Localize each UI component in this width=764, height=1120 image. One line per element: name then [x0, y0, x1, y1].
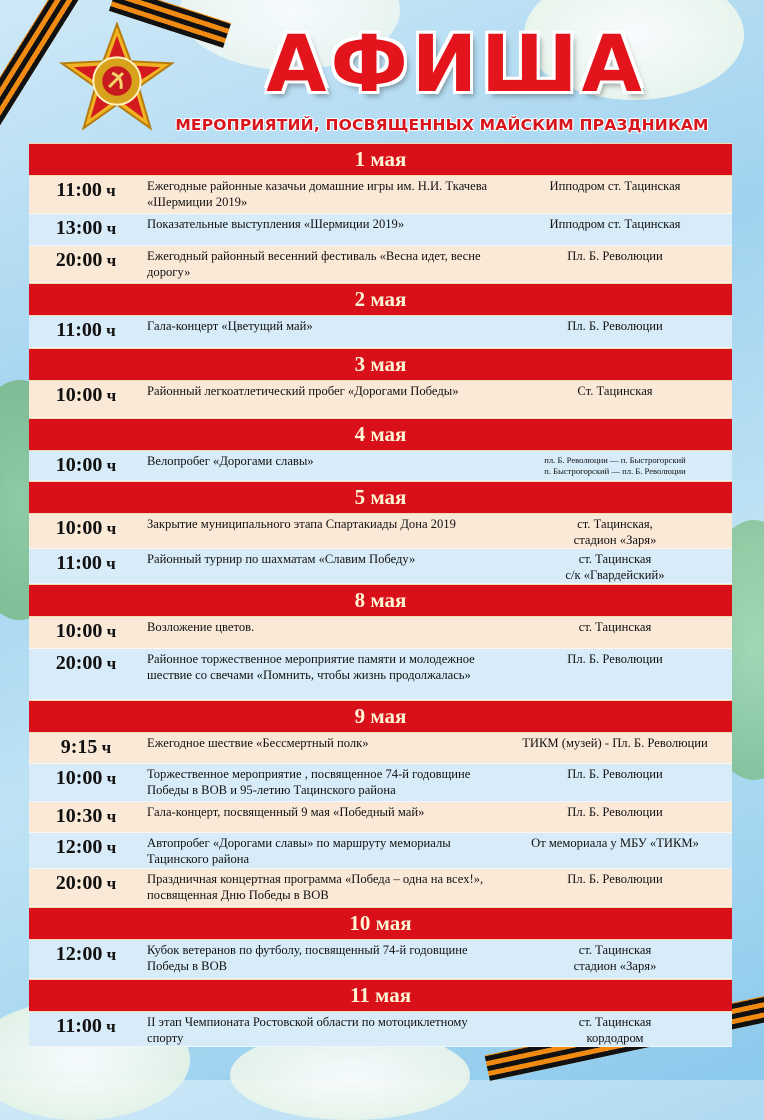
- event-time: [29, 833, 143, 860]
- event-time: [29, 381, 143, 408]
- hour-suffix: ч: [101, 321, 116, 340]
- day-header: 4 мая: [29, 418, 732, 451]
- event-place: ст. Тацинская стадион «Заря»: [573, 943, 657, 973]
- hour-suffix: ч: [102, 456, 117, 475]
- event-row: [29, 649, 732, 700]
- event-place: Пл. Б. Революции: [567, 319, 663, 333]
- event-time: [29, 176, 143, 203]
- hour-suffix: ч: [101, 554, 116, 573]
- event-time: [29, 246, 143, 273]
- event-time: [29, 802, 143, 829]
- event-title: Торжественное мероприятие , посвященное 74-й годовщине Победы в ВОВ и 95-летию Тацинского района: [147, 767, 471, 797]
- event-time-value: 10:30: [55, 805, 103, 827]
- event-place: Пл. Б. Революции: [567, 249, 663, 263]
- event-place: Ипподром ст. Тацинская: [549, 179, 681, 193]
- hour-suffix: ч: [101, 181, 116, 200]
- event-row: [29, 1012, 732, 1047]
- day-header: 11 мая: [29, 979, 732, 1012]
- day-header: 10 мая: [29, 907, 732, 940]
- event-title: Велопробег «Дорогами славы»: [147, 454, 314, 468]
- event-row: [29, 617, 732, 649]
- event-row: [29, 940, 732, 979]
- event-row: [29, 176, 732, 214]
- hour-suffix: ч: [102, 945, 117, 964]
- event-time: [29, 514, 143, 541]
- event-title: II этап Чемпионата Ростовской области по мотоциклетному спорту: [147, 1015, 468, 1045]
- event-time-value: 12:00: [55, 836, 103, 858]
- event-row: [29, 316, 732, 348]
- event-schedule: [29, 143, 732, 1047]
- event-time-value: 11:00: [56, 1015, 102, 1037]
- hour-suffix: ч: [102, 874, 117, 893]
- hour-suffix: ч: [102, 251, 117, 270]
- event-title: Районный турнир по шахматам «Славим Победу»: [147, 552, 416, 566]
- hour-suffix: ч: [102, 838, 117, 857]
- event-time: [29, 617, 143, 644]
- event-time-value: 10:00: [55, 384, 103, 406]
- event-title: Районное торжественное мероприятие памяти и молодежное шествие со свечами «Помнить, чтобы жизнь продолжалась»: [147, 652, 475, 682]
- event-row: [29, 802, 732, 833]
- hour-suffix: ч: [101, 1017, 116, 1036]
- event-time: [29, 451, 143, 478]
- event-title: Показательные выступления «Шермиции 2019»: [147, 217, 405, 231]
- hour-suffix: ч: [102, 769, 117, 788]
- event-place: ст. Тацинская с/к «Гвардейский»: [565, 552, 665, 582]
- event-row: [29, 833, 732, 869]
- day-header: 2 мая: [29, 283, 732, 316]
- event-time: [29, 649, 143, 676]
- event-row: [29, 381, 732, 418]
- day-header: 8 мая: [29, 584, 732, 617]
- event-place: Пл. Б. Революции: [567, 872, 663, 886]
- event-time-value: 10:00: [55, 517, 103, 539]
- event-place: ст. Тацинская, стадион «Заря»: [573, 517, 657, 547]
- day-header: 5 мая: [29, 481, 732, 514]
- day-header: 3 мая: [29, 348, 732, 381]
- hour-suffix: ч: [102, 807, 117, 826]
- page-subtitle: МЕРОПРИЯТИЙ, ПОСВЯЩЕННЫХ МАЙСКИМ ПРАЗДНИКАМ: [175, 116, 709, 134]
- event-place: Ст. Тацинская: [577, 384, 653, 398]
- event-place: Ипподром ст. Тацинская: [549, 217, 681, 231]
- event-time-value: 20:00: [55, 652, 103, 674]
- event-time: [29, 869, 143, 896]
- event-time: [29, 940, 143, 967]
- event-row: [29, 764, 732, 802]
- event-time-value: 11:00: [56, 552, 102, 574]
- event-time-value: 13:00: [55, 217, 103, 239]
- event-title: Ежегодный районный весенний фестиваль «Весна идет, весне дорогу»: [147, 249, 481, 279]
- hour-suffix: ч: [97, 738, 112, 757]
- event-time: [29, 764, 143, 791]
- event-place: От мемориала у МБУ «ТИКМ»: [531, 836, 699, 850]
- event-title: Ежегодное шествие «Бессмертный полк»: [147, 736, 369, 750]
- event-time-value: 20:00: [55, 249, 103, 271]
- event-time: [29, 316, 143, 343]
- event-title: Закрытие муниципального этапа Спартакиады Дона 2019: [147, 517, 456, 531]
- event-place: Пл. Б. Революции: [567, 767, 663, 781]
- hour-suffix: ч: [102, 386, 117, 405]
- event-title: Районный легкоатлетический пробег «Дорогами Победы»: [147, 384, 459, 398]
- hour-suffix: ч: [102, 219, 117, 238]
- event-row: [29, 869, 732, 907]
- event-time: [29, 214, 143, 241]
- event-title: Праздничная концертная программа «Победа – одна на всех!», посвященная Дню Победы в ВОВ: [147, 872, 484, 902]
- event-time-value: 11:00: [56, 179, 102, 201]
- event-title: Возложение цветов.: [147, 620, 255, 634]
- event-row: [29, 451, 732, 481]
- event-row: [29, 733, 732, 764]
- event-time-value: 10:00: [55, 454, 103, 476]
- hour-suffix: ч: [102, 519, 117, 538]
- order-of-patriotic-war-icon: [58, 22, 176, 140]
- page-title: АФИША: [266, 20, 646, 110]
- event-title: Ежегодные районные казачьи домашние игры им. Н.И. Ткачева «Шермиции 2019»: [147, 179, 488, 209]
- event-time-value: 10:00: [55, 620, 103, 642]
- hour-suffix: ч: [102, 654, 117, 673]
- event-time: [29, 549, 143, 576]
- event-title: Гала-концерт, посвященный 9 мая «Победный май»: [147, 805, 425, 819]
- event-row: [29, 549, 732, 584]
- day-header: 9 мая: [29, 700, 732, 733]
- event-time: [29, 733, 143, 760]
- event-time-value: 9:15: [60, 736, 98, 758]
- event-place: ст. Тацинская кордодром: [578, 1015, 652, 1045]
- event-place: Пл. Б. Революции: [567, 652, 663, 666]
- event-time-value: 10:00: [55, 767, 103, 789]
- event-row: [29, 514, 732, 549]
- event-title: Автопробег «Дорогами славы» по маршруту мемориалы Тацинского района: [147, 836, 451, 866]
- event-time-value: 20:00: [55, 872, 103, 894]
- day-header: 1 мая: [29, 143, 732, 176]
- event-time: [29, 1012, 143, 1039]
- hour-suffix: ч: [102, 622, 117, 641]
- event-row: [29, 246, 732, 283]
- event-place: Пл. Б. Революции: [567, 805, 663, 819]
- event-row: [29, 214, 732, 246]
- event-place: пл. Б. Революции — п. Быстрогорский п. Быстрогорский — пл. Б. Революции: [544, 455, 686, 476]
- event-title: Кубок ветеранов по футболу, посвященный 74-й годовщине Победы в ВОВ: [147, 943, 468, 973]
- event-title: Гала-концерт «Цветущий май»: [147, 319, 313, 333]
- event-place: ТИКМ (музей) - Пл. Б. Революции: [522, 736, 708, 750]
- event-place: ст. Тацинская: [578, 620, 652, 634]
- event-time-value: 11:00: [56, 319, 102, 341]
- event-time-value: 12:00: [55, 943, 103, 965]
